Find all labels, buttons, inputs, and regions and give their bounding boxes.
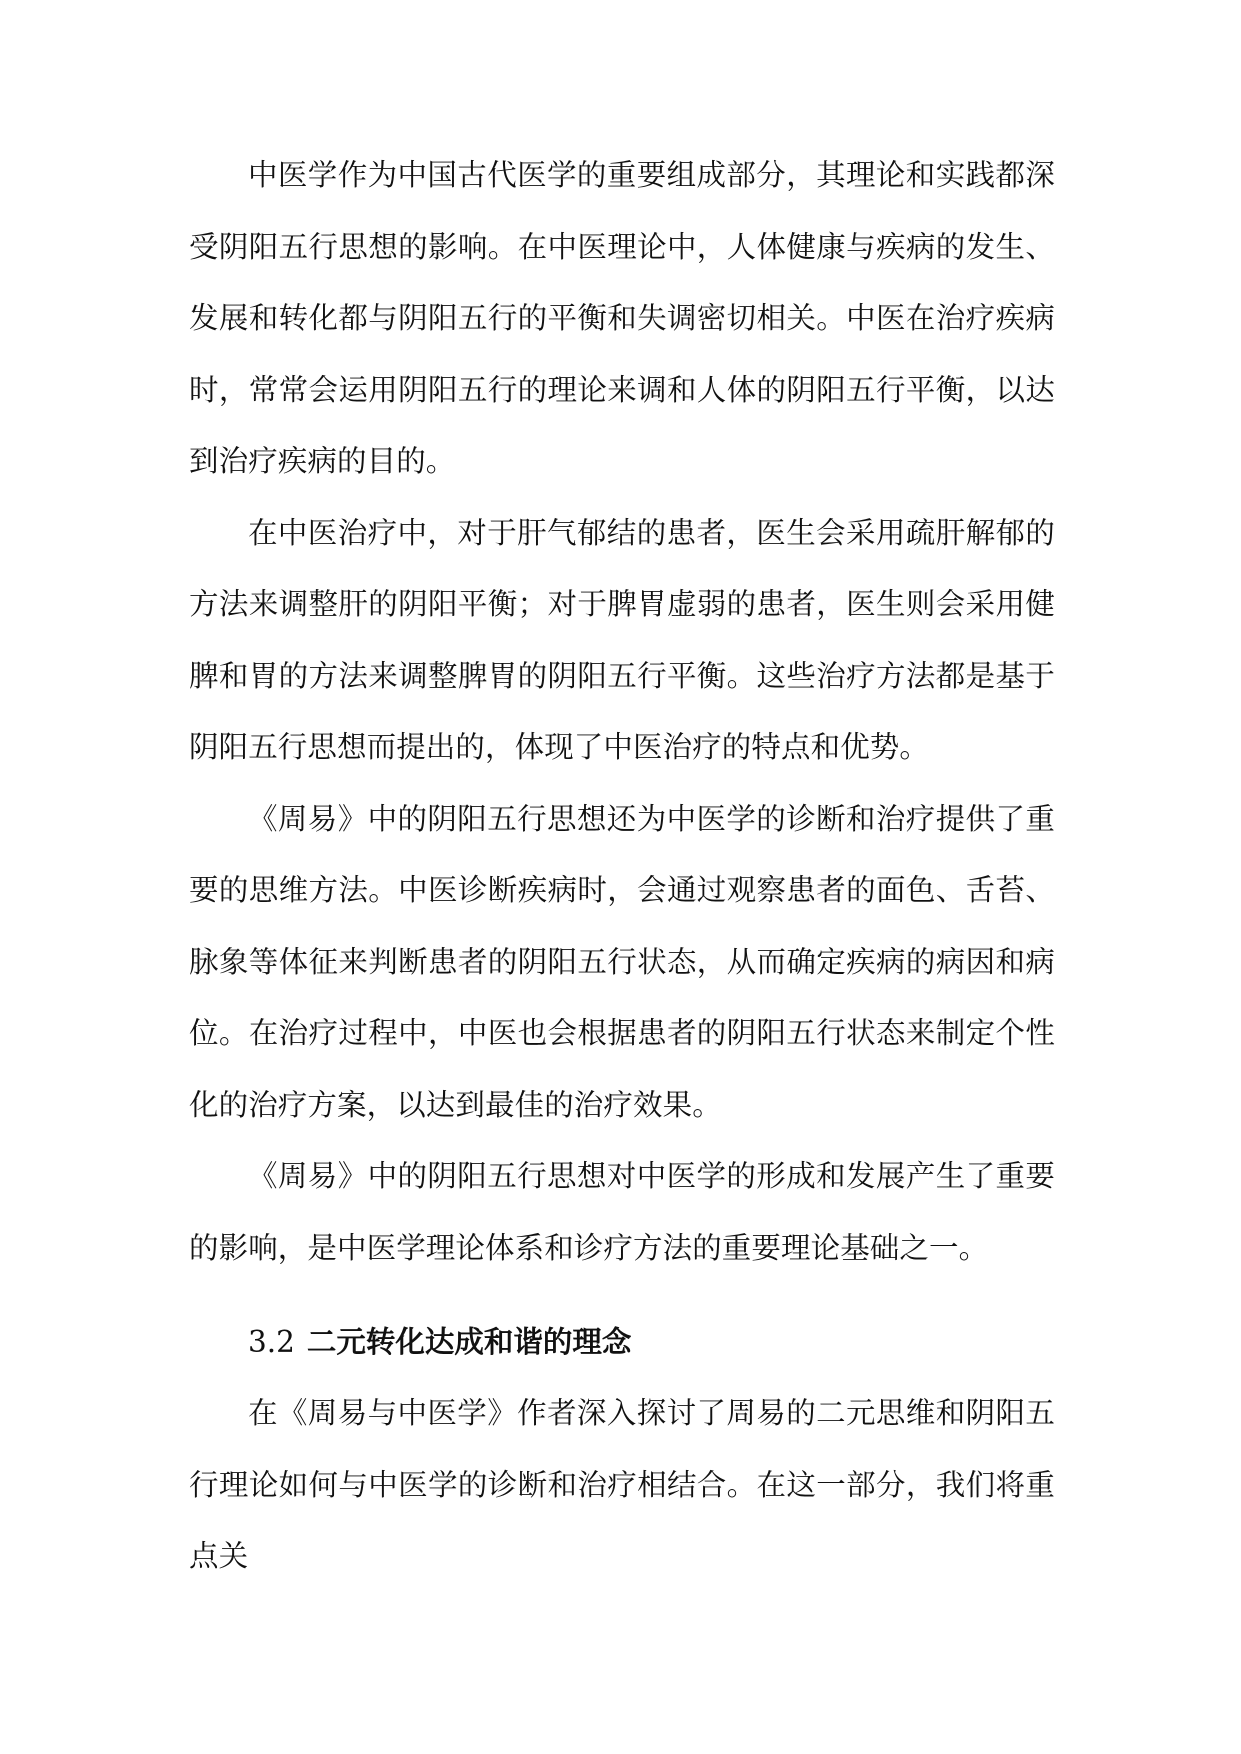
section-paragraph: 在《周易与中医学》作者深入探讨了周易的二元思维和阴阳五行理论如何与中医学的诊断和治疗相结合。在这一部分，我们将重点关 <box>189 1396 1055 1573</box>
section-title: 二元转化达成和谐的理念 <box>306 1325 632 1359</box>
document-body <box>189 140 1055 1593</box>
section-number: 3.2 <box>248 1325 295 1359</box>
paragraph-2: 在中医治疗中，对于肝气郁结的患者，医生会采用疏肝解郁的方法来调整肝的阴阳平衡；对于脾胃虚弱的患者，医生则会采用健脾和胃的方法来调整脾胃的阴阳五行平衡。这些治疗方法都是基于阴阳五行思想而提出的，体现了中医治疗的特点和优势。 <box>189 515 1055 764</box>
paragraph-1: 中医学作为中国古代医学的重要组成部分，其理论和实践都深受阴阳五行思想的影响。在中医理论中，人体健康与疾病的发生、发展和转化都与阴阳五行的平衡和失调密切相关。中医在治疗疾病时，常常会运用阴阳五行的理论来调和人体的阴阳五行平衡，以达到治疗疾病的目的。 <box>189 158 1055 478</box>
paragraph-4: 《周易》中的阴阳五行思想对中医学的形成和发展产生了重要的影响，是中医学理论体系和诊疗方法的重要理论基础之一。 <box>189 1159 1055 1265</box>
section-heading <box>189 1312 1055 1372</box>
paragraph-3: 《周易》中的阴阳五行思想还为中医学的诊断和治疗提供了重要的思维方法。中医诊断疾病时，会通过观察患者的面色、舌苔、脉象等体征来判断患者的阴阳五行状态，从而确定疾病的病因和病位。在治疗过程中，中医也会根据患者的阴阳五行状态来制定个性化的治疗方案，以达到最佳的治疗效果。 <box>189 801 1055 1122</box>
